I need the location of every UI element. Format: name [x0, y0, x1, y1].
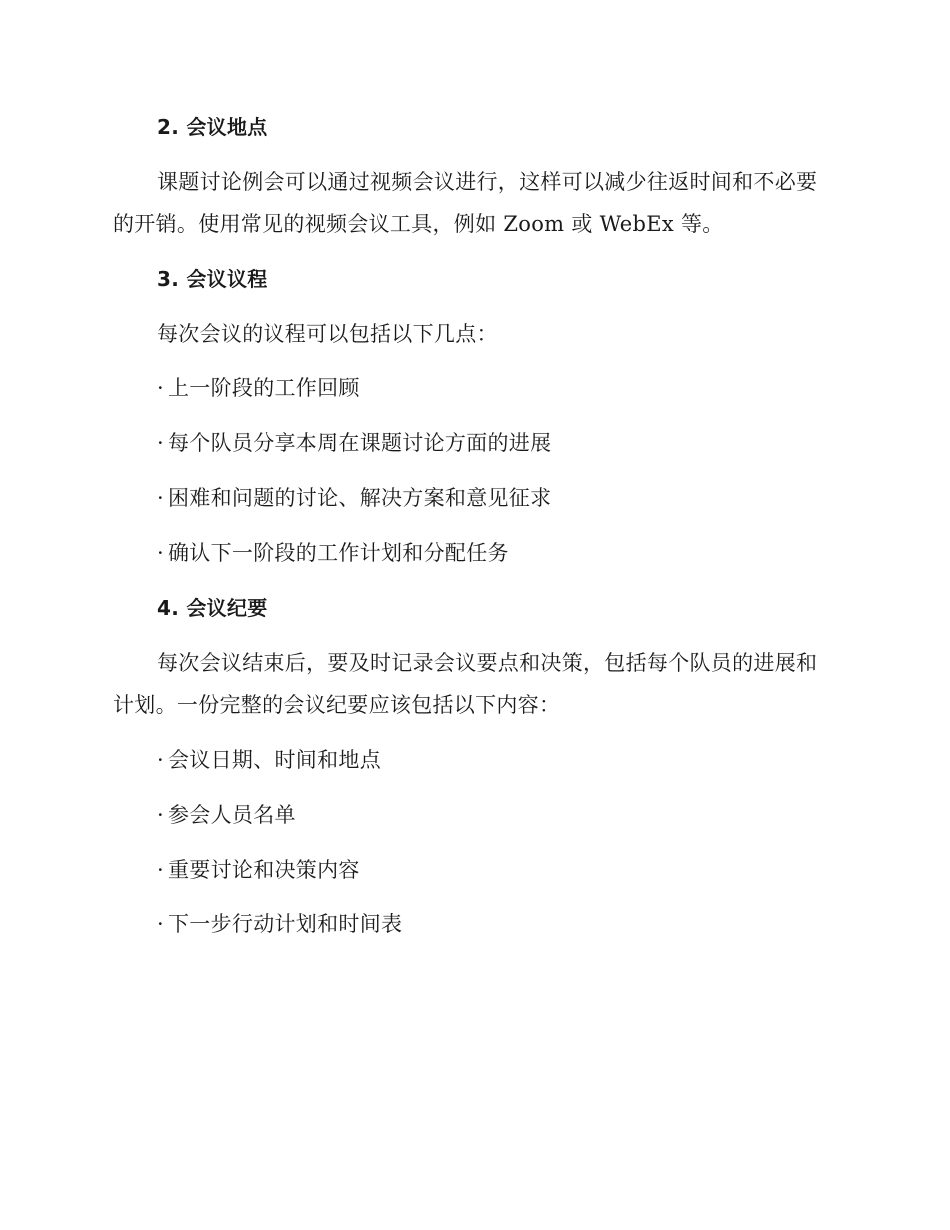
section-heading-meeting-agenda: 3. 会议议程: [157, 267, 268, 291]
list-item-text: 上一阶段的工作回顾: [168, 376, 360, 400]
list-item: [157, 855, 360, 885]
list-item: [157, 800, 296, 830]
paragraph-line: 课题讨论例会可以通过视频会议进行，这样可以减少往返时间和不必要: [157, 170, 818, 194]
bullet-icon: ·: [157, 858, 164, 882]
list-item: [157, 483, 551, 513]
list-item-text: 会议日期、时间和地点: [168, 748, 381, 772]
bullet-icon: ·: [157, 541, 164, 565]
list-item-text: 下一步行动计划和时间表: [168, 912, 403, 936]
list-item-text: 确认下一阶段的工作计划和分配任务: [168, 541, 509, 565]
list-item-text: 重要讨论和决策内容: [168, 858, 360, 882]
paragraph-line: 计划。一份完整的会议纪要应该包括以下内容：: [113, 693, 561, 717]
bullet-icon: ·: [157, 912, 164, 936]
paragraph-line: 每次会议的议程可以包括以下几点：: [157, 322, 498, 346]
section-heading-meeting-minutes: 4. 会议纪要: [157, 596, 268, 620]
bullet-icon: ·: [157, 748, 164, 772]
list-item-text: 困难和问题的讨论、解决方案和意见征求: [168, 486, 552, 510]
bullet-icon: ·: [157, 431, 164, 455]
bullet-icon: ·: [157, 803, 164, 827]
list-item: [157, 909, 402, 939]
list-item: [157, 745, 381, 775]
list-item: [157, 538, 509, 568]
paragraph-line: 的开销。使用常见的视频会议工具，例如 Zoom 或 WebEx 等。: [113, 212, 724, 236]
list-item: [157, 428, 551, 458]
list-item: [157, 373, 360, 403]
bullet-icon: ·: [157, 376, 164, 400]
list-item-text: 参会人员名单: [168, 803, 296, 827]
bullet-icon: ·: [157, 486, 164, 510]
section-heading-meeting-location: 2. 会议地点: [157, 115, 268, 139]
paragraph-line: 每次会议结束后，要及时记录会议要点和决策，包括每个队员的进展和: [157, 651, 818, 675]
list-item-text: 每个队员分享本周在课题讨论方面的进展: [168, 431, 552, 455]
